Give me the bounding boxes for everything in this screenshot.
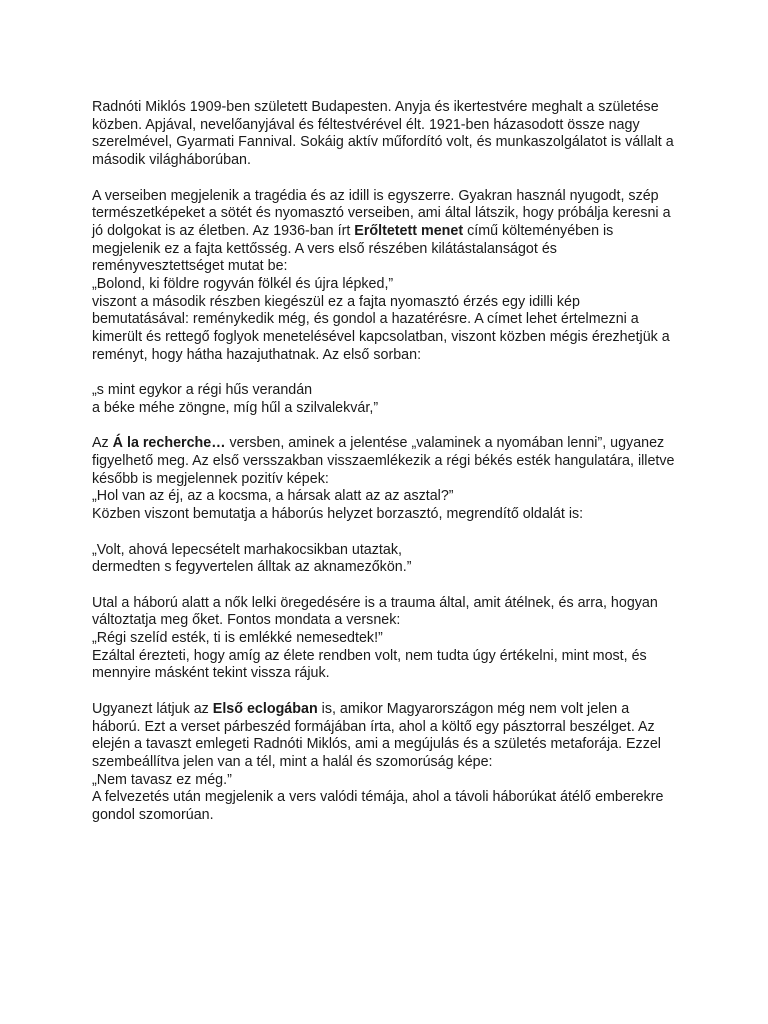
paragraph [92, 435, 682, 524]
paragraph [92, 188, 682, 365]
text-segment: jó dolgokat is az életben. Az 1936-ban írt [92, 222, 355, 239]
text-line [92, 754, 682, 772]
text-line [92, 807, 682, 825]
text-segment: elején a tavaszt emlegeti Radnóti Miklós, ami a megújulás és a születés metaforája. Ezzel [92, 736, 661, 753]
text-segment: „s mint egykor a régi hűs verandán [92, 382, 313, 399]
text-segment: „Régi szelíd esték, ti is emlékké nemesedtek!” [92, 630, 383, 647]
text-segment: háború. Ezt a verset párbeszéd formájában írta, ahol a költő egy pásztorral beszélget. Az [92, 718, 655, 735]
text-line [92, 595, 682, 613]
text-segment: versben, aminek a jelentése „valaminek a nyomában lenni”, ugyanez [225, 435, 665, 452]
text-line [92, 471, 682, 489]
text-segment: is, amikor Magyarországon még nem volt jelen a [317, 700, 630, 717]
paragraph [92, 99, 682, 170]
text-segment: figyelhető meg. Az első versszakban visszaemlékezik a régi békés esték hangulatára, illetve [92, 453, 675, 470]
text-segment: A verseiben megjelenik a tragédia és az idill is egyszerre. Gyakran használ nyugodt, szép [92, 187, 659, 204]
text-segment: „Bolond, ki földre rogyván fölkél és újra lépked,” [92, 276, 394, 293]
text-line [92, 612, 682, 630]
text-line [92, 789, 682, 807]
text-line [92, 559, 682, 577]
text-line [92, 258, 682, 276]
text-line [92, 382, 682, 400]
bold-title: Első eclogában [212, 700, 318, 717]
text-segment: mennyire másként tekint vissza rájuk. [92, 665, 330, 682]
text-line [92, 241, 682, 259]
text-segment: reményt, hogy hátha hazajuthatnak. Az első sorban: [92, 346, 422, 363]
text-line [92, 701, 682, 719]
paragraph [92, 382, 682, 417]
document-body [92, 99, 682, 842]
text-line [92, 453, 682, 471]
text-line [92, 435, 682, 453]
text-line [92, 665, 682, 683]
text-segment: című költeményében is [463, 222, 614, 239]
text-line [92, 294, 682, 312]
text-segment: Közben viszont bemutatja a háborús helyzet borzasztó, megrendítő oldalát is: [92, 506, 584, 523]
text-line [92, 99, 682, 117]
text-segment: megjelenik ez a fajta kettősség. A vers első részében kilátástalanságot és [92, 240, 557, 257]
text-line [92, 488, 682, 506]
text-line [92, 134, 682, 152]
text-line [92, 506, 682, 524]
text-segment: „Nem tavasz ez még.” [92, 771, 232, 788]
bold-title: Á la recherche… [112, 435, 226, 452]
text-segment: később is megjelennek pozitív képek: [92, 470, 329, 487]
text-segment: Ugyanezt látjuk az [92, 700, 213, 717]
text-segment: természetképeket a sötét és nyomasztó verseiben, ami által látszik, hogy próbálja keresni a [92, 205, 671, 222]
text-line [92, 648, 682, 666]
text-line [92, 719, 682, 737]
text-line [92, 400, 682, 418]
text-line [92, 223, 682, 241]
text-segment: Ezáltal érezteti, hogy amíg az élete rendben volt, nem tudta úgy értékelni, mint most, és [92, 647, 647, 664]
text-segment: második világháborúban. [92, 152, 251, 169]
text-segment: kimerült és rettegő foglyok menetelésével kapcsolatban, viszont közben mégis érezhetjük a [92, 329, 670, 346]
text-line [92, 205, 682, 223]
text-segment: „Hol van az éj, az a kocsma, a hársak alatt az az asztal?” [92, 488, 454, 505]
paragraph [92, 701, 682, 825]
text-line [92, 736, 682, 754]
text-segment: A felvezetés után megjelenik a vers valódi témája, ahol a távoli háborúkat átélő emberekre [92, 789, 664, 806]
text-line [92, 329, 682, 347]
bold-title: Erőltetett menet [354, 222, 464, 239]
paragraph [92, 542, 682, 577]
text-line [92, 542, 682, 560]
text-segment: Az [92, 435, 113, 452]
text-segment: közben. Apjával, nevelőanyjával és féltestvérével élt. 1921-ben házasodott össze nagy [92, 116, 640, 133]
text-line [92, 630, 682, 648]
text-segment: változtatja meg őket. Fontos mondata a versnek: [92, 612, 401, 629]
text-segment: bemutatásával: reménykedik még, és gondol a hazatérésre. A címet lehet értelmezni a [92, 311, 639, 328]
paragraph [92, 595, 682, 684]
text-line [92, 188, 682, 206]
text-segment: Radnóti Miklós 1909-ben született Budapesten. Anyja és ikertestvére meghalt a születése [92, 99, 659, 115]
text-line [92, 152, 682, 170]
text-segment: szerelmével, Gyarmati Fannival. Sokáig aktív műfordító volt, és munkaszolgálatot is vállalt a [92, 134, 674, 151]
text-segment: Utal a háború alatt a nők lelki öregedésére is a trauma által, amit átélnek, és arra, hogyan [92, 594, 658, 611]
text-segment: viszont a második részben kiegészül ez a fajta nyomasztó érzés egy idilli kép [92, 293, 580, 310]
text-line [92, 772, 682, 790]
text-segment: dermedten s fegyvertelen álltak az aknamezőkön.” [92, 559, 412, 576]
text-segment: a béke méhe zöngne, míg hűl a szilvalekvár,” [92, 399, 379, 416]
text-segment: szembeállítva jelen van a tél, mint a halál és szomorúság képe: [92, 753, 493, 770]
text-segment: „Volt, ahová lepecsételt marhakocsikban utaztak, [92, 541, 402, 558]
text-line [92, 276, 682, 294]
text-line [92, 117, 682, 135]
text-segment: reményvesztettséget mutat be: [92, 258, 288, 275]
text-line [92, 311, 682, 329]
text-segment: gondol szomorúan. [92, 807, 214, 824]
text-line [92, 347, 682, 365]
